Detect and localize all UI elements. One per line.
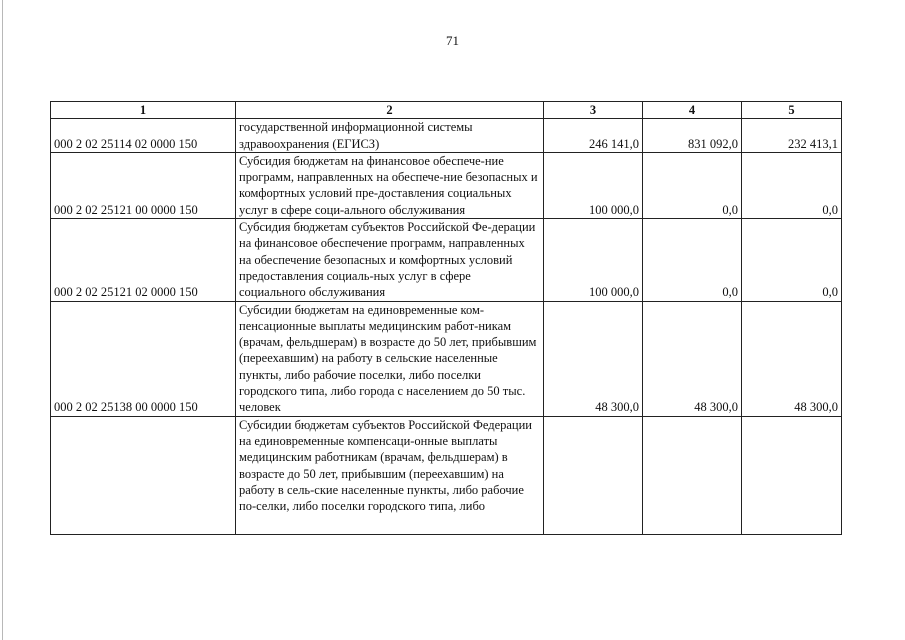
amount-cell-col5: [742, 416, 842, 534]
amount-cell-col4: 0,0: [643, 152, 742, 218]
amount-cell-col4: 831 092,0: [643, 119, 742, 153]
budget-code-cell: 000 2 02 25121 00 0000 150: [51, 152, 236, 218]
page-number: 71: [446, 33, 459, 48]
description-cell: государственной информационной системы здравоохранения (ЕГИСЗ): [236, 119, 544, 153]
amount-cell-col5: 232 413,1: [742, 119, 842, 153]
table-row: [51, 416, 842, 534]
amount-cell-col4: 0,0: [643, 219, 742, 301]
amount-cell-col4: 48 300,0: [643, 301, 742, 416]
table-row: [51, 119, 842, 153]
budget-code-cell: [51, 416, 236, 534]
amount-cell-col3: 100 000,0: [544, 219, 643, 301]
amount-cell-col3: 48 300,0: [544, 301, 643, 416]
table-row: [51, 301, 842, 416]
budget-code-cell: 000 2 02 25114 02 0000 150: [51, 119, 236, 153]
amount-cell-col4: [643, 416, 742, 534]
description-cell: Субсидия бюджетам на финансовое обеспече-ние программ, направленных на обеспече-ние безопасных и комфортных условий пре-доставления социальных услуг в сфере соци-ального обслуживания: [236, 152, 544, 218]
amount-cell-col5: 0,0: [742, 152, 842, 218]
column-header: 3: [544, 102, 643, 119]
budget-code-cell: 000 2 02 25121 02 0000 150: [51, 219, 236, 301]
table-row: [51, 152, 842, 218]
description-cell: Субсидия бюджетам субъектов Российской Фе-дерации на финансовое обеспечение программ, направленных на обеспечение безопасных и комфортных условий предоставления социаль-ных услуг в сфере социального обслуживания: [236, 219, 544, 301]
budget-code-cell: 000 2 02 25138 00 0000 150: [51, 301, 236, 416]
scan-edge-line: [2, 0, 3, 640]
amount-cell-col3: 100 000,0: [544, 152, 643, 218]
table-row: [51, 219, 842, 301]
column-header: 2: [236, 102, 544, 119]
amount-cell-col5: 48 300,0: [742, 301, 842, 416]
column-header: 5: [742, 102, 842, 119]
table-header-row: [51, 102, 842, 119]
amount-cell-col3: [544, 416, 643, 534]
amount-cell-col3: 246 141,0: [544, 119, 643, 153]
amount-cell-col5: 0,0: [742, 219, 842, 301]
description-cell: Субсидии бюджетам субъектов Российской Федерации на единовременные компенсаци-онные выплаты медицинским работникам (врачам, фельдшерам) в возрасте до 50 лет, прибывшим (переехавшим) на работу в сель-ские населенные пункты, либо рабочие по-селки, либо поселки городского типа, либо: [236, 416, 544, 534]
column-header: 4: [643, 102, 742, 119]
budget-table: [50, 101, 842, 535]
column-header: 1: [51, 102, 236, 119]
description-cell: Субсидии бюджетам на единовременные ком-пенсационные выплаты медицинским работ-никам (врачам, фельдшерам) в возрасте до 50 лет, прибывшим (переехавшим) на работу в сельские населенные пункты, либо рабочие поселки, либо поселки городского типа, либо города с населением до 50 тыс. человек: [236, 301, 544, 416]
